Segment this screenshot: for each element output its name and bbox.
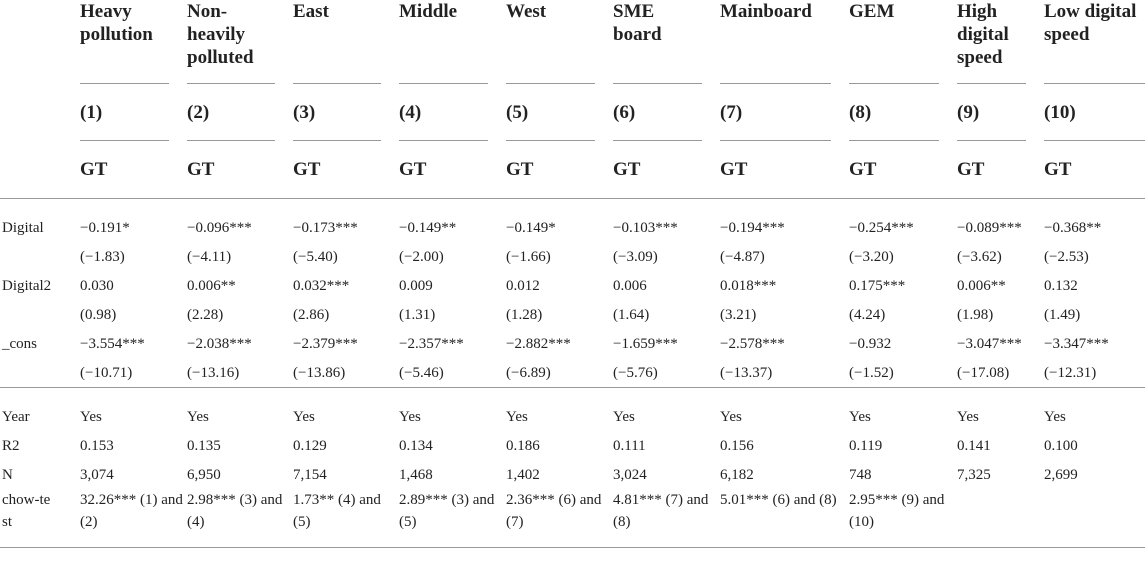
table-cell: (−13.37) bbox=[720, 364, 773, 381]
row-label: Year bbox=[0, 388, 78, 432]
col-header-num bbox=[78, 84, 185, 141]
table-cell: (−5.40) bbox=[293, 248, 338, 265]
table-row bbox=[0, 329, 1145, 358]
col-header-dep bbox=[1042, 141, 1145, 199]
table-cell: 0.175*** bbox=[849, 277, 906, 294]
col-header-dep-text: GT bbox=[187, 159, 215, 180]
table-cell: 6,950 bbox=[187, 466, 221, 483]
table-cell: Yes bbox=[955, 388, 1042, 432]
table-cell: 0.129 bbox=[293, 437, 327, 454]
col-header-dep-text: GT bbox=[613, 159, 641, 180]
table-cell: (−13.86) bbox=[293, 364, 346, 381]
col-header-dep-text: GT bbox=[80, 159, 108, 180]
table-cell: (−4.87) bbox=[720, 248, 765, 265]
table-cell: 1.73** (4) and (5) bbox=[291, 489, 397, 548]
col-header-num bbox=[504, 84, 611, 141]
table-cell: Yes bbox=[78, 388, 185, 432]
table-cell: (−3.62) bbox=[957, 248, 1002, 265]
table-cell: 2.89*** (3) and (5) bbox=[397, 489, 504, 548]
table-cell: −0.254*** bbox=[849, 219, 914, 236]
table-cell: (3.21) bbox=[720, 306, 757, 323]
table-cell: −0.368** bbox=[1044, 219, 1102, 236]
col-header-name-text: Low digital speed bbox=[1044, 0, 1145, 84]
table-cell bbox=[955, 489, 1042, 548]
table-cell: Yes bbox=[1042, 388, 1145, 432]
col-header-name-text: GEM bbox=[849, 0, 939, 84]
table-cell: 0.012 bbox=[506, 277, 540, 294]
table-row bbox=[0, 489, 1145, 548]
table-cell: Yes bbox=[291, 388, 397, 432]
col-header-num bbox=[397, 84, 504, 141]
table-cell: 0.009 bbox=[399, 277, 433, 294]
header-corner bbox=[0, 0, 78, 84]
table-cell: Yes bbox=[847, 388, 955, 432]
table-cell: −2.379*** bbox=[293, 335, 358, 352]
table-cell: (−1.52) bbox=[849, 364, 894, 381]
table-cell: (−12.31) bbox=[1044, 364, 1097, 381]
table-cell: (−1.83) bbox=[80, 248, 125, 265]
table-cell: 4.81*** (7) and (8) bbox=[611, 489, 718, 548]
col-header-dep bbox=[504, 141, 611, 199]
table-cell: Yes bbox=[611, 388, 718, 432]
col-header-name bbox=[291, 0, 397, 84]
table-cell: 3,024 bbox=[613, 466, 647, 483]
table-header bbox=[0, 0, 1145, 199]
table-cell: 0.141 bbox=[957, 437, 991, 454]
table-cell: 0.156 bbox=[720, 437, 754, 454]
table-cell bbox=[1042, 489, 1145, 548]
table-cell: Yes bbox=[504, 388, 611, 432]
col-header-dep bbox=[611, 141, 718, 199]
col-header-num-text: (3) bbox=[293, 84, 381, 141]
row-label: _cons bbox=[2, 335, 37, 352]
col-header-num-text: (10) bbox=[1044, 84, 1145, 141]
col-header-dep bbox=[291, 141, 397, 199]
col-header-name bbox=[78, 0, 185, 84]
col-header-num-text: (8) bbox=[849, 84, 939, 141]
col-header-dep bbox=[185, 141, 291, 199]
row-label: Digital bbox=[2, 219, 44, 236]
col-header-num-text: (1) bbox=[80, 84, 169, 141]
table-cell: (−5.76) bbox=[613, 364, 658, 381]
table-cell: (−3.09) bbox=[613, 248, 658, 265]
table-cell: 7,154 bbox=[293, 466, 327, 483]
table-cell: (−17.08) bbox=[957, 364, 1010, 381]
table-cell: −0.103*** bbox=[613, 219, 678, 236]
table-cell: 2.95*** (9) and (10) bbox=[847, 489, 955, 548]
table-cell: 0.132 bbox=[1044, 277, 1078, 294]
table-cell: 2.36*** (6) and (7) bbox=[504, 489, 611, 548]
table-cell: 0.100 bbox=[1044, 437, 1078, 454]
table-cell: (−10.71) bbox=[80, 364, 133, 381]
table-cell: 1,402 bbox=[506, 466, 540, 483]
table-cell: (2.28) bbox=[187, 306, 224, 323]
col-header-num-text: (9) bbox=[957, 84, 1026, 141]
table-cell: (−6.89) bbox=[506, 364, 551, 381]
table-cell: −0.194*** bbox=[720, 219, 785, 236]
row-label bbox=[0, 300, 78, 329]
col-header-name bbox=[397, 0, 504, 84]
table-cell: (1.98) bbox=[957, 306, 994, 323]
col-header-name-text: Heavy pollution bbox=[80, 0, 169, 84]
table-cell: (1.49) bbox=[1044, 306, 1081, 323]
table-cell: 32.26*** (1) and (2) bbox=[78, 489, 185, 548]
table-cell: −3.047*** bbox=[957, 335, 1022, 352]
col-header-name bbox=[185, 0, 291, 84]
table-row bbox=[0, 431, 1145, 460]
table-cell: (−13.16) bbox=[187, 364, 240, 381]
col-header-dep-text: GT bbox=[720, 159, 748, 180]
table-cell: 2.98*** (3) and (4) bbox=[185, 489, 291, 548]
table-cell: 0.006 bbox=[613, 277, 647, 294]
col-header-num bbox=[185, 84, 291, 141]
col-header-name-text: Non-heavily polluted bbox=[187, 0, 275, 84]
col-header-name-text: West bbox=[506, 0, 595, 84]
col-header-dep-text: GT bbox=[399, 159, 427, 180]
table-cell: 0.135 bbox=[187, 437, 221, 454]
table-cell: −2.357*** bbox=[399, 335, 464, 352]
col-header-name bbox=[847, 0, 955, 84]
row-label: Digital2 bbox=[2, 277, 52, 294]
row-label-text: chow-test bbox=[2, 492, 51, 530]
col-header-name-text: East bbox=[293, 0, 381, 84]
col-header-num bbox=[291, 84, 397, 141]
col-header-num-text: (7) bbox=[720, 84, 831, 141]
row-label: N bbox=[2, 466, 13, 483]
table-cell: −0.149* bbox=[506, 219, 556, 236]
table-cell: (0.98) bbox=[80, 306, 117, 323]
col-header-num bbox=[1042, 84, 1145, 141]
table-cell: −0.096*** bbox=[187, 219, 252, 236]
col-header-num bbox=[955, 84, 1042, 141]
table-cell: (−4.11) bbox=[187, 248, 232, 265]
header-row-dependent bbox=[0, 141, 1145, 199]
table-cell: 0.006** bbox=[187, 277, 236, 294]
table-cell: (2.86) bbox=[293, 306, 330, 323]
col-header-name bbox=[611, 0, 718, 84]
table-cell: −2.038*** bbox=[187, 335, 252, 352]
col-header-name-text: Middle bbox=[399, 0, 488, 84]
table-row bbox=[0, 242, 1145, 271]
row-label bbox=[0, 489, 78, 548]
col-header-num-text: (6) bbox=[613, 84, 702, 141]
col-header-dep-text: GT bbox=[849, 159, 877, 180]
table-cell: 0.006** bbox=[957, 277, 1006, 294]
table-cell: 3,074 bbox=[80, 466, 114, 483]
table-cell: 0.119 bbox=[849, 437, 883, 454]
table-cell: 2,699 bbox=[1044, 466, 1078, 483]
table-row bbox=[0, 388, 1145, 432]
table-cell: 0.134 bbox=[399, 437, 433, 454]
col-header-dep-text: GT bbox=[1044, 159, 1072, 180]
header-corner bbox=[0, 84, 78, 141]
table-cell: 0.186 bbox=[506, 437, 540, 454]
table-cell: −3.554*** bbox=[80, 335, 145, 352]
col-header-name-text: High digital speed bbox=[957, 0, 1026, 84]
col-header-num-text: (2) bbox=[187, 84, 275, 141]
table-cell: −2.882*** bbox=[506, 335, 571, 352]
table-row bbox=[0, 300, 1145, 329]
header-corner bbox=[0, 141, 78, 199]
col-header-name bbox=[718, 0, 847, 84]
table-cell: −0.173*** bbox=[293, 219, 358, 236]
table-cell: Yes bbox=[185, 388, 291, 432]
table-row bbox=[0, 199, 1145, 243]
col-header-dep bbox=[955, 141, 1042, 199]
header-row-names bbox=[0, 0, 1145, 84]
col-header-dep-text: GT bbox=[506, 159, 534, 180]
col-header-dep-text: GT bbox=[957, 159, 985, 180]
col-header-name-text: Mainboard bbox=[720, 0, 831, 84]
table-row bbox=[0, 271, 1145, 300]
table-row bbox=[0, 358, 1145, 388]
table-cell: 0.018*** bbox=[720, 277, 777, 294]
table-cell: −0.149** bbox=[399, 219, 457, 236]
table-cell: −1.659*** bbox=[613, 335, 678, 352]
col-header-name bbox=[1042, 0, 1145, 84]
table-cell: −0.089*** bbox=[957, 219, 1022, 236]
table-cell: (−2.53) bbox=[1044, 248, 1089, 265]
col-header-dep-text: GT bbox=[293, 159, 321, 180]
col-header-name bbox=[955, 0, 1042, 84]
table-cell: 0.111 bbox=[613, 437, 646, 454]
table-cell: (−2.00) bbox=[399, 248, 444, 265]
row-label bbox=[0, 358, 78, 388]
col-header-name-text: SME board bbox=[613, 0, 702, 84]
table-cell: 748 bbox=[849, 466, 872, 483]
col-header-dep bbox=[847, 141, 955, 199]
col-header-dep bbox=[78, 141, 185, 199]
table-cell: 7,325 bbox=[957, 466, 991, 483]
col-header-num bbox=[718, 84, 847, 141]
col-header-num-text: (5) bbox=[506, 84, 595, 141]
col-header-num-text: (4) bbox=[399, 84, 488, 141]
table-cell: −0.932 bbox=[849, 335, 892, 352]
col-header-dep bbox=[718, 141, 847, 199]
table-cell: 6,182 bbox=[720, 466, 754, 483]
table-cell: (−1.66) bbox=[506, 248, 551, 265]
table-cell: −2.578*** bbox=[720, 335, 785, 352]
table-cell: 0.153 bbox=[80, 437, 114, 454]
table-cell: −0.191* bbox=[80, 219, 130, 236]
table-cell: −3.347*** bbox=[1044, 335, 1109, 352]
col-header-name bbox=[504, 0, 611, 84]
table-row bbox=[0, 460, 1145, 489]
table-cell: (−3.20) bbox=[849, 248, 894, 265]
table-cell: (−5.46) bbox=[399, 364, 444, 381]
row-label bbox=[0, 242, 78, 271]
col-header-dep bbox=[397, 141, 504, 199]
table-cell: Yes bbox=[718, 388, 847, 432]
col-header-num bbox=[847, 84, 955, 141]
table-cell: 5.01*** (6) and (8) bbox=[718, 489, 847, 548]
table-cell: 1,468 bbox=[399, 466, 433, 483]
row-label: R2 bbox=[2, 437, 20, 454]
header-row-numbers bbox=[0, 84, 1145, 141]
table-cell: (4.24) bbox=[849, 306, 886, 323]
table-cell: (1.28) bbox=[506, 306, 543, 323]
table-cell: Yes bbox=[397, 388, 504, 432]
table-cell: 0.030 bbox=[80, 277, 114, 294]
table-cell: (1.31) bbox=[399, 306, 436, 323]
table-cell: 0.032*** bbox=[293, 277, 350, 294]
table-cell: (1.64) bbox=[613, 306, 650, 323]
table-body bbox=[0, 199, 1145, 548]
col-header-num bbox=[611, 84, 718, 141]
